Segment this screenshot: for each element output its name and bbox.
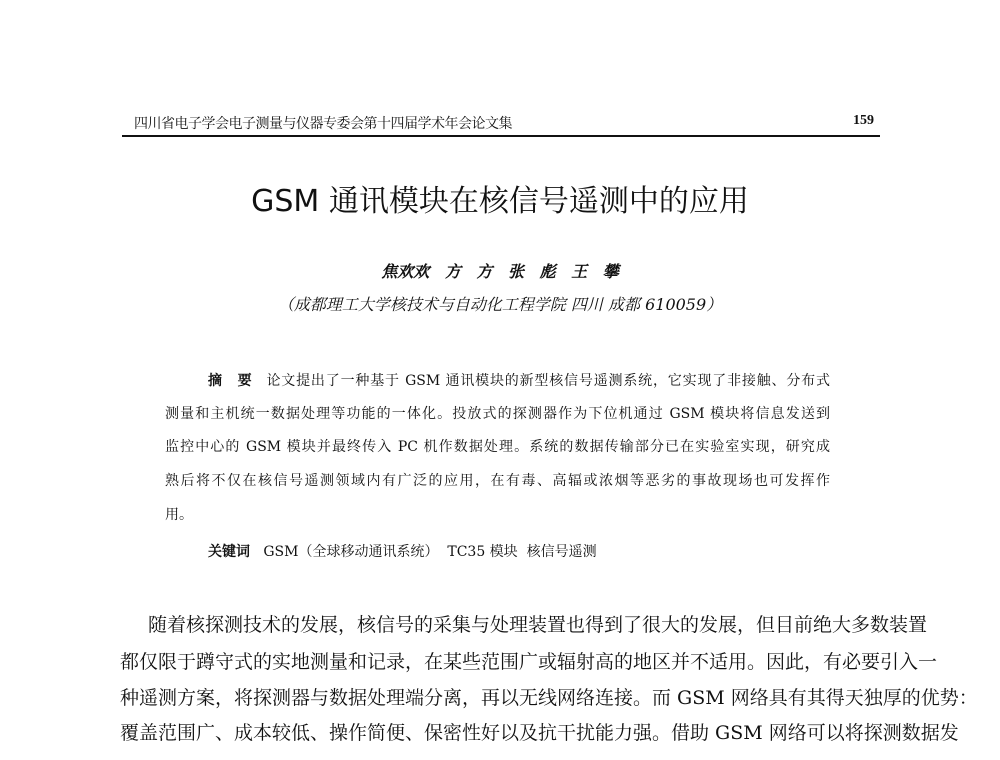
keywords-text: GSM（全球移动通讯系统） TC35 模块 核信号遥测 <box>263 544 597 560</box>
body-line: 种遥测方案，将探测器与数据处理端分离，再以无线网络连接。而 GSM 网络具有其得天独厚的优势： <box>120 687 978 709</box>
body-line: 覆盖范围广、成本较低、操作简便、保密性好以及抗干扰能力强。借助 GSM 网络可以将探测数据发 <box>120 722 959 744</box>
abstract-line: 用。 <box>165 507 193 523</box>
keywords <box>208 541 597 561</box>
affiliation: （成都理工大学核技术与自动化工程学院 四川 成都 610059） <box>277 295 723 314</box>
abstract-line: 熟后将不仅在核信号遥测领域内有广泛的应用，在有毒、高辐或浓烟等恶劣的事故现场也可发挥作 <box>165 473 830 489</box>
authors: 焦欢欢 方 方 张 彪 王 攀 <box>381 262 619 281</box>
body-line: 都仅限于蹲守式的实地测量和记录，在某些范围广或辐射高的地区并不适用。因此，有必要引入一 <box>120 651 938 673</box>
abstract-line: 监控中心的 GSM 模块并最终传入 PC 机作数据处理。系统的数据传输部分已在实验室实现，研究成 <box>165 439 830 455</box>
body-line: 随着核探测技术的发展，核信号的采集与处理装置也得到了很大的发展，但目前绝大多数装置 <box>148 614 928 636</box>
paper-title: GSM 通讯模块在核信号遥测中的应用 <box>251 184 749 219</box>
abstract-line: 测量和主机统一数据处理等功能的一体化。投放式的探测器作为下位机通过 GSM 模块将信息发送到 <box>165 406 830 422</box>
page-number: 159 <box>853 113 874 128</box>
abstract-line: 摘 要 论文提出了一种基于 GSM 通讯模块的新型核信号遥测系统，它实现了非接触、分布式 <box>208 373 831 389</box>
abstract-label: 摘 要 <box>208 373 253 389</box>
keywords-label: 关键词 <box>208 544 250 560</box>
journal-title: 四川省电子学会电子测量与仪器专委会第十四届学术年会论文集 <box>134 116 512 132</box>
running-header <box>122 113 880 137</box>
